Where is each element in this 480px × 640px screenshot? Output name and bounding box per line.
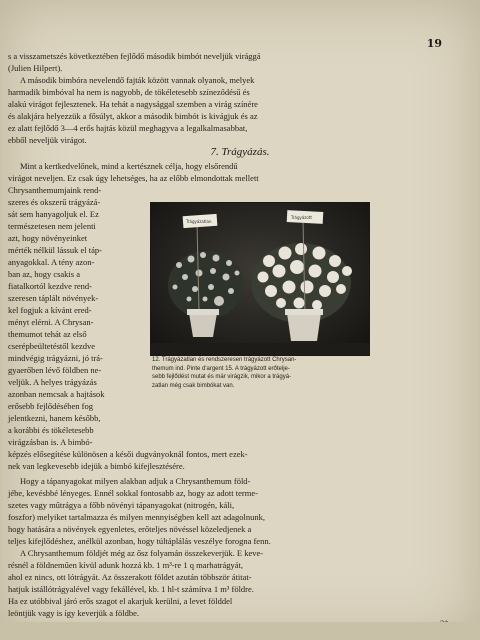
text-line: ahol ez nincs, ott lótrágyát. Az összerakott földet azután többször átitat-	[8, 572, 252, 582]
caption-line: 12. Trágyázatlan és rendszeresen trágyázott Chrysan-	[152, 357, 297, 363]
text-line: ményt elérni. A Chrysan-	[8, 317, 94, 327]
text-line: ez alatt fejlődő 3—4 erős hajtás közül meghagyva a legalkalmasabbat,	[8, 123, 248, 133]
text-line: themumot tehát az első	[8, 329, 87, 339]
text-line: jelentkezni, hanem később,	[8, 413, 101, 423]
text-line: mindvégig trágyázni, jó trá-	[8, 353, 103, 363]
text-line: leöntjük vagy is így keverjük a földbe.	[8, 608, 140, 618]
text-line: képzés elősegítése különösen a késői dugványoknál fontos, mert ezek-	[8, 449, 248, 459]
text-line: ebből neveljük virágot.	[8, 135, 87, 145]
text-line: s a visszametszés következtében fejlődő második bimbót neveljük virággá	[8, 51, 261, 61]
text-line: Ha ez utóbbival járó erős szagot el akarjuk kerülni, a levet földdel	[8, 596, 233, 606]
text-line: anyagokkal. A tény azon-	[8, 257, 95, 267]
caption-line: sebb fejlődést mutat és már virágzik, mikor a trágyá-	[152, 374, 292, 381]
text-line: veljük. A helyes trágyázás	[8, 377, 97, 387]
text-line: résnél a földneműen kívül adunk hozzá kb. 1 m³-re 1 q marhatrágyát,	[8, 560, 244, 570]
text-line: szeresen táplált növények-	[8, 293, 99, 303]
text-line: Mint a kertkedvelőnek, mind a kertésznek célja, hogy elsőrendű	[20, 161, 238, 171]
text-line: teljes kifejlődéshez, anélkül azonban, hogy túltáplálás veszélye forogna fenn.	[8, 536, 271, 546]
section-heading: 7. Trágyázás.	[210, 146, 270, 158]
text-line: A Chrysanthemum földjét még az ősz folyamán összekeverjük. E keve-	[20, 548, 264, 558]
figure-photo	[150, 202, 370, 356]
text-line: A második bimbóra nevelendő fajták között vannak olyanok, melyek	[20, 75, 255, 85]
text-line: harmadik bimbóval ha nem is nagyobb, de tökéletesebb színeződésű és	[8, 87, 250, 97]
text-line: virágzásban is. A bimbó-	[8, 437, 93, 447]
text-line: alakú virágot fejlesztenek. Ha tehát a nagysággal szemben a virág színére	[8, 99, 258, 109]
text-line: ban az, hogy csakis a	[8, 269, 80, 279]
text-line: Chrysanthemumjaink rend-	[8, 185, 102, 195]
caption-line: themum ind. Pinte d'argent 15. A trágyázott erőteljе-	[152, 365, 290, 372]
text-line: sát sem hanyagoljuk el. Ez	[8, 209, 99, 219]
text-line: mérték nélkül lássuk el táp-	[8, 245, 102, 255]
text-line: virágot neveljen. Ez csak úgy lehetséges, ha az előbb elmondottak mellett	[8, 173, 259, 183]
text-line: fiatalkortól kezdve rend-	[8, 281, 93, 291]
text-line: azonban nemcsak a hajtások	[8, 389, 105, 399]
text-line: jébe, kevésbbé lényeges. Ennél sokkal fontosabb az, hogy az adott terme-	[8, 488, 258, 498]
text-line: természetesen nem jelenti	[8, 221, 96, 231]
text-line: foszfor) melyiket tartalmazza és milyen mennyiségben kell azt adagolnunk,	[8, 512, 266, 522]
text-line: a korábbi és tökéletesebb	[8, 425, 94, 435]
text-line: cserépbeültetéstől kezdve	[8, 341, 96, 351]
text-line: erősebb fejlődésében fog	[8, 401, 93, 411]
figure-caption	[152, 356, 370, 390]
chrysanthemum-photo	[151, 203, 369, 355]
left-label: Trágyázatlan	[186, 219, 212, 224]
right-label: Trágyázott	[291, 215, 312, 220]
text-line: gyaerőben lévő földben ne-	[8, 365, 102, 375]
text-line: szeres és okszerű trágyázá-	[8, 197, 101, 207]
text-line: hogy hatására a növények egyenletes, erőteljes növéssel közeledjenek a	[8, 524, 252, 534]
caption-line: zatlan még csak bimbókat van.	[152, 382, 235, 389]
text-line: szetes vagy műtrágya a főbb növényi tápanyagokat (nitrogén, káli,	[8, 500, 235, 510]
text-line: nek van legkevesebb idejük a bimbó kifejlesztésére.	[8, 461, 185, 471]
text-line: és alakjára helyezzük a fősúlyt, akkor a második bimbót is kivágjuk és az	[8, 111, 258, 121]
text-line: (Julien Hilpert).	[8, 63, 63, 73]
text-line: Hogy a tápanyagokat milyen alakban adjuk a Chrysanthemum föld-	[20, 476, 251, 486]
page-number: 19	[426, 37, 442, 50]
text-line: hatjuk istállótrágyalével vagy fekállével, kb. 1 hl-t számítva 1 m³ földre.	[8, 584, 254, 594]
text-line: kel fogjuk a kívánt ered-	[8, 305, 92, 315]
page-bottom-edge	[0, 622, 480, 640]
text-line: azt, hogy növényeinket	[8, 233, 88, 243]
